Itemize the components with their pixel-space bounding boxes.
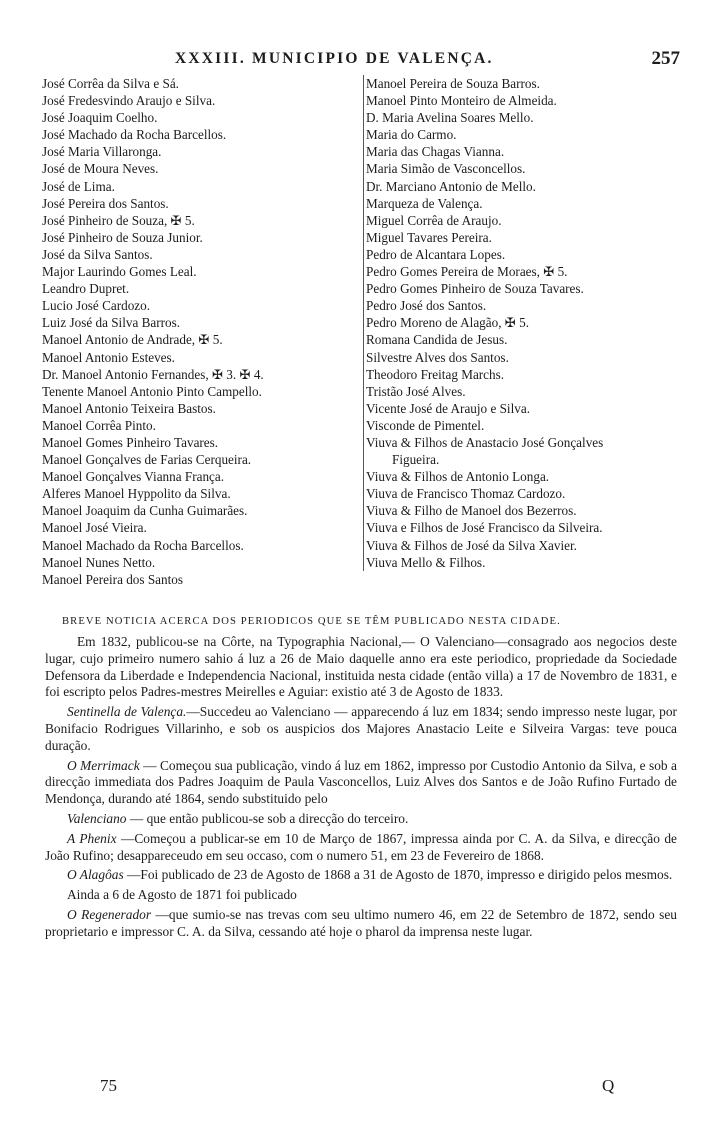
- list-item: Tenente Manoel Antonio Pinto Campello.: [42, 383, 262, 399]
- list-item: Figueira.: [392, 452, 440, 468]
- page-footer: [40, 1076, 680, 1098]
- list-item: Manoel José Vieira.: [42, 520, 147, 536]
- list-item: Dr. Marciano Antonio de Mello.: [366, 178, 536, 194]
- list-item: José Maria Villaronga.: [42, 144, 162, 160]
- list-item: Miguel Corrêa de Araujo.: [366, 212, 502, 228]
- gathering-mark: Q: [602, 1076, 615, 1095]
- list-item: Manoel Joaquim da Cunha Guimarães.: [42, 503, 248, 519]
- list-item: Viuva & Filhos de Antonio Longa.: [366, 469, 550, 485]
- list-item: José Pinheiro de Souza, ✠ 5.: [42, 212, 195, 228]
- paragraph-text: — que então publicou-se sob a direcção do terceiro.: [126, 810, 409, 826]
- periodical-name: Sentinella de Valença.: [67, 704, 187, 720]
- list-item: José Pereira dos Santos.: [42, 195, 169, 211]
- list-item: Viuva e Filhos de José Francisco da Silveira.: [366, 520, 603, 536]
- list-item: José da Silva Santos.: [42, 246, 153, 262]
- list-item: José Corrêa da Silva e Sá.: [42, 76, 179, 91]
- list-item: Viuva & Filho de Manoel dos Bezerros.: [366, 503, 577, 519]
- list-item: Manoel Antonio Teixeira Bastos.: [42, 400, 216, 416]
- list-item: Manoel Machado da Rocha Barcellos.: [42, 537, 244, 553]
- notice-paragraph: [45, 811, 677, 828]
- list-item: Marqueza de Valença.: [366, 195, 483, 211]
- list-item: Silvestre Alves dos Santos.: [366, 349, 509, 365]
- list-item: Romana Candida de Jesus.: [366, 332, 508, 348]
- list-item: Viuva & Filhos de José da Silva Xavier.: [366, 537, 577, 553]
- printer-signature: 75: [100, 1076, 117, 1095]
- list-item: Theodoro Freitag Marchs.: [366, 366, 505, 382]
- page-number: 257: [651, 48, 680, 69]
- list-item: Pedro de Alcantara Lopes.: [366, 246, 506, 262]
- periodical-name: O Regenerador: [67, 906, 152, 922]
- list-item: Manoel Corrêa Pinto.: [42, 417, 156, 433]
- periodical-name: Valenciano: [67, 810, 127, 826]
- notice-heading: BREVE NOTICIA ACERCA DOS PERIODICOS QUE SE TÊM PUBLICADO NESTA CIDADE.: [62, 616, 561, 627]
- list-item: Leandro Dupret.: [42, 281, 130, 297]
- list-item: Manoel Gonçalves de Farias Cerqueira.: [42, 452, 252, 468]
- list-item: Pedro Gomes Pinheiro de Souza Tavares.: [366, 281, 584, 297]
- list-item: José Fredesvindo Araujo e Silva.: [42, 93, 216, 109]
- list-item: Manoel Nunes Netto.: [42, 554, 156, 570]
- list-item: Visconde de Pimentel.: [366, 417, 485, 433]
- list-item: Viuva Mello & Filhos.: [366, 554, 486, 570]
- paragraph-text: Em 1832, publicou-se na Côrte, na Typographia Nacional,— O Valenciano—consagrado aos negocios deste lugar, cujo primeiro numero sahio á luz a 26 de Maio daquelle anno era este periodico, propriedade da Sociedade Defensora da Liberdade e Independencia Nacional, instituida nesta cidade (então villa) a 17 de Novembro de 1831, e foi escripto pelos Padres-mestres Meirelles e Aguiar: existio até 3 de Agosto de 1833.: [45, 634, 677, 700]
- notice-paragraph: [45, 887, 677, 904]
- paragraph-text: —Começou a publicar-se em 10 de Março de 1867, impressa ainda por C. A. da Silva, e direcção de João Rufino; desappareceudo em seu occaso, com o numero 51, em 23 de Fevereiro de 1868.: [45, 830, 677, 863]
- list-item: Dr. Manoel Antonio Fernandes, ✠ 3. ✠ 4.: [42, 366, 264, 382]
- list-item: José de Moura Neves.: [42, 161, 159, 177]
- paragraph-text: Ainda a 6 de Agosto de 1871 foi publicado: [67, 887, 297, 903]
- list-item: Lucio José Cardozo.: [42, 298, 151, 314]
- paragraph-text: —Foi publicado de 23 de Agosto de 1868 a 31 de Agosto de 1870, impresso e dirigido pelos mesmos.: [123, 867, 673, 883]
- list-item: José Joaquim Coelho.: [42, 110, 158, 126]
- list-item: Pedro Moreno de Alagão, ✠ 5.: [366, 315, 530, 331]
- list-item: Maria das Chagas Vianna.: [366, 144, 505, 160]
- notice-paragraph: [45, 831, 677, 865]
- list-item: Vicente José de Araujo e Silva.: [366, 400, 531, 416]
- list-item: José Pinheiro de Souza Junior.: [42, 229, 203, 245]
- list-item: Pedro José dos Santos.: [366, 298, 487, 314]
- notice-paragraph: [45, 867, 677, 884]
- list-item: Manoel Gomes Pinheiro Tavares.: [42, 434, 219, 450]
- list-item: Manoel Gonçalves Vianna França.: [42, 469, 225, 485]
- paragraph-text: —que sumio-se nas trevas com seu ultimo numero 46, em 22 de Setembro de 1872, sendo seu proprietario e impressor C. A. da Silva, cessando até hoje o pharol da imprensa neste lugar.: [45, 906, 678, 939]
- list-item: Luiz José da Silva Barros.: [42, 315, 181, 331]
- list-item: Maria do Carmo.: [366, 127, 457, 143]
- periodical-name: O Alagôas: [67, 867, 124, 883]
- paragraph-text: — Começou sua publicação, vindo á luz em 1862, impresso por Custodio Antonio da Silva, e sob a direcção immediata dos Padres Joaquim de Paula Vasconcellos, Luiz Alves dos Santos e de João Rufino Furtado de Mendonça, durando até 1864, sendo substituido pelo: [45, 757, 677, 807]
- page-title: XXXIII. MUNICIPIO DE VALENÇA.: [175, 50, 494, 67]
- list-item: D. Maria Avelina Soares Mello.: [366, 110, 534, 126]
- list-item: Major Laurindo Gomes Leal.: [42, 264, 197, 280]
- subscriber-list-right: [363, 75, 686, 571]
- list-item: Manoel Antonio de Andrade, ✠ 5.: [42, 332, 223, 348]
- list-item: Manoel Pinto Monteiro de Almeida.: [366, 93, 557, 109]
- list-item: Viuva de Francisco Thomaz Cardozo.: [366, 486, 566, 502]
- subscriber-list-left: [42, 75, 360, 588]
- notice-paragraph: [45, 704, 677, 754]
- list-item: Manoel Pereira dos Santos: [42, 571, 184, 587]
- notice-paragraph: [45, 634, 677, 701]
- list-item: Manoel Pereira de Souza Barros.: [366, 76, 540, 91]
- list-item: Maria Simão de Vasconcellos.: [366, 161, 526, 177]
- list-item: Miguel Tavares Pereira.: [366, 229, 492, 245]
- list-item: Manoel Antonio Esteves.: [42, 349, 175, 365]
- list-item: José de Lima.: [42, 178, 115, 194]
- list-item: Pedro Gomes Pereira de Moraes, ✠ 5.: [366, 264, 568, 280]
- list-item: Viuva & Filhos de Anastacio José Gonçalves: [366, 434, 604, 450]
- paragraph-text: —Succedeu ao Valenciano — apparecendo á luz em 1834; sendo impresso neste lugar, por Bonifacio Rodrigues Villarinho, e sob os auspicios dos Majores Anastacio Leite e Silveira Vargas: teve pouca duração.: [45, 704, 677, 753]
- notice-body: [45, 634, 677, 944]
- list-item: Tristão José Alves.: [366, 383, 466, 399]
- periodical-name: O Merrimack: [67, 757, 140, 773]
- page-header: [40, 50, 680, 74]
- notice-paragraph: [45, 758, 677, 808]
- list-item: Alferes Manoel Hyppolito da Silva.: [42, 486, 231, 502]
- list-item: José Machado da Rocha Barcellos.: [42, 127, 227, 143]
- notice-paragraph: [45, 907, 677, 941]
- periodical-name: A Phenix: [67, 830, 117, 846]
